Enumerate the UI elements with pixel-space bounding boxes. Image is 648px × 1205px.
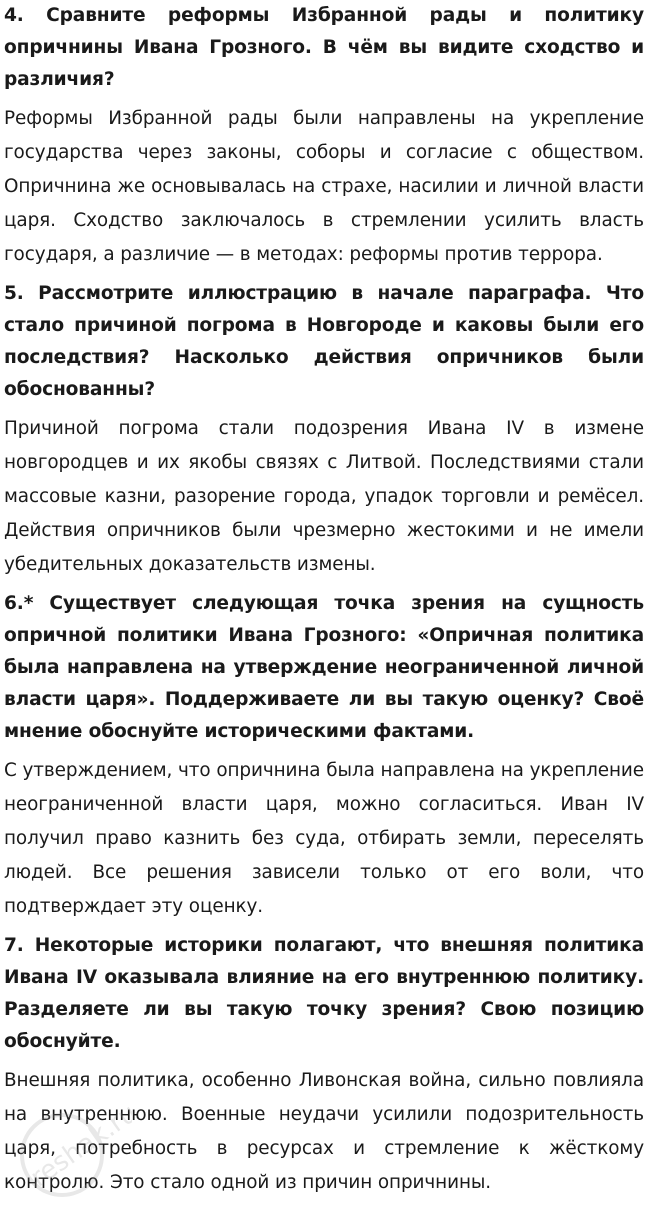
answer-4: Реформы Избранной рады были направлены на укрепление государства через законы, соборы и согласие с обществом. Опричнина же основывалась на страхе, насилии и личной власти царя. Сходство заключалось в стремлении усилить власть государя, а различие — в методах: реформы против террора. xyxy=(4,108,644,265)
question-5: 5. Рассмотрите иллюстрацию в начале параграфа. Что стало причиной погрома в Новгороде и каковы были его последствия? Насколько действия опричников были обоснованны? xyxy=(4,283,644,400)
answer-6: С утверждением, что опричнина была направлена на укрепление неограниченной власти царя, можно согласиться. Иван IV получил право казнить без суда, отбирать земли, переселять людей. Все решения зависели только от его воли, что подтверждает эту оценку. xyxy=(4,760,644,917)
question-6: 6.* Существует следующая точка зрения на сущность опричной политики Ивана Грозного: «Опричная политика была направлена на утверждение неограниченной личной власти царя». Поддерживаете ли вы такую оценку? Своё мнение обоснуйте историческими фактами. xyxy=(4,593,644,742)
watermark-text: reshak.ru xyxy=(25,1100,132,1194)
question-4: 4. Сравните реформы Избранной рады и политику опричнины Ивана Грозного. В чём вы видите сходство и различия? xyxy=(4,5,644,90)
answer-5: Причиной погрома стали подозрения Ивана IV в измене новгородцев и их якобы связях с Литвой. Последствиями стали массовые казни, разорение города, упадок торговли и ремёсел. Действия опричников были чрезмерно жестокими и не имели убедительных доказательств измены. xyxy=(4,418,644,575)
answer-7: Внешняя политика, особенно Ливонская война, сильно повлияла на внутреннюю. Военные неудачи усилили подозрительность царя, потребность в ресурсах и стремление к жёсткому контролю. Это стало одной из причин опричнины. xyxy=(4,1070,644,1193)
question-7: 7. Некоторые историки полагают, что внешняя политика Ивана IV оказывала влияние на его внутреннюю политику. Разделяете ли вы такую точку зрения? Свою позицию обоснуйте. xyxy=(4,935,644,1052)
